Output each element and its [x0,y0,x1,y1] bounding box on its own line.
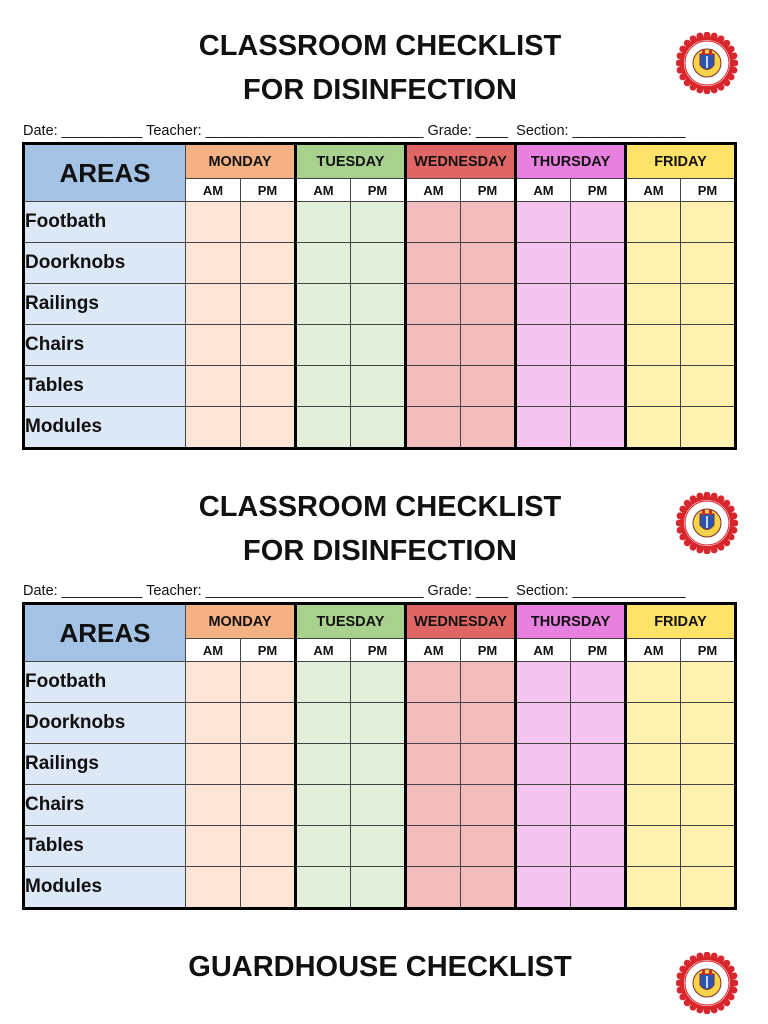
table-row [24,243,736,284]
check-cell-wednesday-pm[interactable] [461,744,516,785]
area-label: Chairs [24,325,186,366]
check-cell-tuesday-am[interactable] [296,325,351,366]
pm-label: PM [241,179,296,202]
am-label: AM [626,639,681,662]
check-cell-thursday-am[interactable] [516,785,571,826]
am-label: AM [296,179,351,202]
check-cell-friday-am[interactable] [626,325,681,366]
areas-header: AREAS [24,604,186,662]
check-cell-tuesday-pm[interactable] [351,826,406,867]
check-cell-wednesday-am[interactable] [406,826,461,867]
check-cell-thursday-pm[interactable] [571,284,626,325]
check-cell-thursday-am[interactable] [516,867,571,909]
check-cell-friday-pm[interactable] [681,407,736,449]
check-cell-tuesday-am[interactable] [296,284,351,325]
check-cell-wednesday-pm[interactable] [461,867,516,909]
check-cell-thursday-pm[interactable] [571,744,626,785]
am-label: AM [296,639,351,662]
check-cell-tuesday-pm[interactable] [351,662,406,703]
check-cell-tuesday-am[interactable] [296,366,351,407]
check-cell-friday-pm[interactable] [681,202,736,243]
check-cell-tuesday-am[interactable] [296,826,351,867]
area-label: Doorknobs [24,243,186,284]
checklist-1-title-line2: FOR DISINFECTION [243,74,517,106]
checklist-1-info-line: Date: __________ Teacher: ___________________________ Grade: ____ Section: ______________ [23,123,686,139]
checklist-2-table [22,602,737,910]
check-cell-thursday-pm[interactable] [571,826,626,867]
check-cell-tuesday-pm[interactable] [351,785,406,826]
check-cell-thursday-am[interactable] [516,662,571,703]
area-label: Chairs [24,785,186,826]
check-cell-wednesday-am[interactable] [406,744,461,785]
check-cell-wednesday-am[interactable] [406,785,461,826]
check-cell-thursday-pm[interactable] [571,407,626,449]
checklist-2-title-line1: CLASSROOM CHECKLIST [198,491,562,523]
check-cell-tuesday-pm[interactable] [351,366,406,407]
check-cell-thursday-am[interactable] [516,325,571,366]
check-cell-tuesday-pm[interactable] [351,407,406,449]
day-header-monday: MONDAY [186,144,296,179]
area-label: Footbath [24,202,186,243]
check-cell-wednesday-am[interactable] [406,703,461,744]
check-cell-monday-pm[interactable] [241,744,296,785]
check-cell-wednesday-am[interactable] [406,325,461,366]
checklist-2-title-line2: FOR DISINFECTION [243,535,517,567]
check-cell-wednesday-pm[interactable] [461,325,516,366]
am-label: AM [516,179,571,202]
check-cell-tuesday-pm[interactable] [351,744,406,785]
check-cell-tuesday-pm[interactable] [351,867,406,909]
check-cell-wednesday-pm[interactable] [461,243,516,284]
check-cell-wednesday-pm[interactable] [461,202,516,243]
check-cell-friday-pm[interactable] [681,744,736,785]
am-label: AM [406,639,461,662]
am-label: AM [406,179,461,202]
check-cell-thursday-pm[interactable] [571,202,626,243]
check-cell-monday-am[interactable] [186,407,241,449]
check-cell-wednesday-pm[interactable] [461,785,516,826]
check-cell-wednesday-am[interactable] [406,867,461,909]
check-cell-friday-am[interactable] [626,407,681,449]
checklist-2-info-line: Date: __________ Teacher: ___________________________ Grade: ____ Section: ______________ [23,583,686,599]
check-cell-thursday-am[interactable] [516,826,571,867]
day-header-wednesday: WEDNESDAY [406,144,516,179]
table-row [24,826,736,867]
check-cell-friday-am[interactable] [626,867,681,909]
check-cell-thursday-pm[interactable] [571,703,626,744]
check-cell-monday-pm[interactable] [241,284,296,325]
am-label: AM [186,639,241,662]
pm-label: PM [351,639,406,662]
check-cell-tuesday-pm[interactable] [351,703,406,744]
check-cell-friday-am[interactable] [626,662,681,703]
area-label: Modules [24,407,186,449]
check-cell-friday-pm[interactable] [681,703,736,744]
check-cell-tuesday-am[interactable] [296,407,351,449]
table-row [24,703,736,744]
check-cell-tuesday-pm[interactable] [351,243,406,284]
pm-label: PM [461,179,516,202]
check-cell-monday-am[interactable] [186,826,241,867]
check-cell-tuesday-pm[interactable] [351,202,406,243]
day-header-friday: FRIDAY [626,604,736,639]
check-cell-wednesday-am[interactable] [406,366,461,407]
area-label: Tables [24,826,186,867]
check-cell-thursday-pm[interactable] [571,785,626,826]
table-row [24,785,736,826]
check-cell-thursday-am[interactable] [516,243,571,284]
day-header-thursday: THURSDAY [516,144,626,179]
check-cell-thursday-am[interactable] [516,202,571,243]
check-cell-wednesday-am[interactable] [406,662,461,703]
check-cell-wednesday-pm[interactable] [461,826,516,867]
check-cell-friday-am[interactable] [626,785,681,826]
pm-label: PM [241,639,296,662]
check-cell-thursday-pm[interactable] [571,325,626,366]
day-header-friday: FRIDAY [626,144,736,179]
check-cell-monday-pm[interactable] [241,202,296,243]
check-cell-wednesday-pm[interactable] [461,284,516,325]
check-cell-tuesday-am[interactable] [296,243,351,284]
am-label: AM [516,639,571,662]
check-cell-tuesday-am[interactable] [296,703,351,744]
school-seal-icon [676,32,738,94]
areas-header: AREAS [24,144,186,202]
check-cell-friday-am[interactable] [626,744,681,785]
check-cell-tuesday-am[interactable] [296,867,351,909]
check-cell-tuesday-am[interactable] [296,662,351,703]
check-cell-friday-pm[interactable] [681,785,736,826]
check-cell-thursday-pm[interactable] [571,366,626,407]
check-cell-friday-am[interactable] [626,703,681,744]
area-label: Tables [24,366,186,407]
check-cell-monday-am[interactable] [186,785,241,826]
check-cell-thursday-am[interactable] [516,284,571,325]
check-cell-monday-pm[interactable] [241,826,296,867]
check-cell-thursday-am[interactable] [516,366,571,407]
day-header-tuesday: TUESDAY [296,144,406,179]
check-cell-friday-pm[interactable] [681,284,736,325]
check-cell-monday-am[interactable] [186,325,241,366]
checklist-1-title-line1: CLASSROOM CHECKLIST [198,30,562,62]
check-cell-friday-pm[interactable] [681,325,736,366]
check-cell-monday-pm[interactable] [241,785,296,826]
table-row [24,325,736,366]
check-cell-friday-am[interactable] [626,826,681,867]
check-cell-monday-am[interactable] [186,867,241,909]
table-row [24,867,736,909]
check-cell-thursday-am[interactable] [516,744,571,785]
check-cell-thursday-am[interactable] [516,703,571,744]
area-label: Doorknobs [24,703,186,744]
check-cell-friday-am[interactable] [626,284,681,325]
check-cell-monday-am[interactable] [186,744,241,785]
check-cell-tuesday-pm[interactable] [351,325,406,366]
check-cell-monday-am[interactable] [186,202,241,243]
area-label: Footbath [24,662,186,703]
area-label: Modules [24,867,186,909]
check-cell-wednesday-pm[interactable] [461,662,516,703]
check-cell-monday-pm[interactable] [241,867,296,909]
check-cell-friday-am[interactable] [626,202,681,243]
check-cell-monday-pm[interactable] [241,662,296,703]
check-cell-tuesday-am[interactable] [296,744,351,785]
pm-label: PM [461,639,516,662]
check-cell-wednesday-pm[interactable] [461,703,516,744]
check-cell-monday-am[interactable] [186,284,241,325]
checklist-1-table [22,142,737,450]
check-cell-friday-pm[interactable] [681,867,736,909]
area-label: Railings [24,284,186,325]
pm-label: PM [351,179,406,202]
check-cell-tuesday-am[interactable] [296,202,351,243]
check-cell-friday-pm[interactable] [681,662,736,703]
check-cell-friday-pm[interactable] [681,366,736,407]
guardhouse-title: GUARDHOUSE CHECKLIST [188,951,572,983]
check-cell-friday-pm[interactable] [681,243,736,284]
check-cell-monday-am[interactable] [186,703,241,744]
day-header-wednesday: WEDNESDAY [406,604,516,639]
check-cell-tuesday-pm[interactable] [351,284,406,325]
pm-label: PM [571,179,626,202]
am-label: AM [186,179,241,202]
check-cell-monday-am[interactable] [186,662,241,703]
check-cell-monday-pm[interactable] [241,243,296,284]
pm-label: PM [571,639,626,662]
check-cell-thursday-pm[interactable] [571,867,626,909]
check-cell-friday-pm[interactable] [681,826,736,867]
check-cell-thursday-am[interactable] [516,407,571,449]
check-cell-wednesday-am[interactable] [406,284,461,325]
pm-label: PM [681,639,736,662]
check-cell-wednesday-am[interactable] [406,407,461,449]
check-cell-wednesday-pm[interactable] [461,366,516,407]
checklist-1-title [0,24,760,112]
table-row [24,202,736,243]
check-cell-monday-am[interactable] [186,366,241,407]
check-cell-monday-pm[interactable] [241,366,296,407]
check-cell-wednesday-pm[interactable] [461,407,516,449]
check-cell-thursday-pm[interactable] [571,243,626,284]
check-cell-wednesday-am[interactable] [406,243,461,284]
check-cell-monday-pm[interactable] [241,325,296,366]
check-cell-thursday-pm[interactable] [571,662,626,703]
school-seal-icon [676,492,738,554]
check-cell-monday-am[interactable] [186,243,241,284]
check-cell-monday-pm[interactable] [241,407,296,449]
check-cell-friday-am[interactable] [626,366,681,407]
check-cell-friday-am[interactable] [626,243,681,284]
table-row [24,284,736,325]
day-header-thursday: THURSDAY [516,604,626,639]
pm-label: PM [681,179,736,202]
am-label: AM [626,179,681,202]
table-row [24,744,736,785]
table-row [24,366,736,407]
check-cell-wednesday-am[interactable] [406,202,461,243]
day-header-monday: MONDAY [186,604,296,639]
area-label: Railings [24,744,186,785]
day-header-tuesday: TUESDAY [296,604,406,639]
table-row [24,407,736,449]
checklist-2-title [0,485,760,573]
school-seal-icon [676,952,738,1014]
check-cell-tuesday-am[interactable] [296,785,351,826]
check-cell-monday-pm[interactable] [241,703,296,744]
table-row [24,662,736,703]
